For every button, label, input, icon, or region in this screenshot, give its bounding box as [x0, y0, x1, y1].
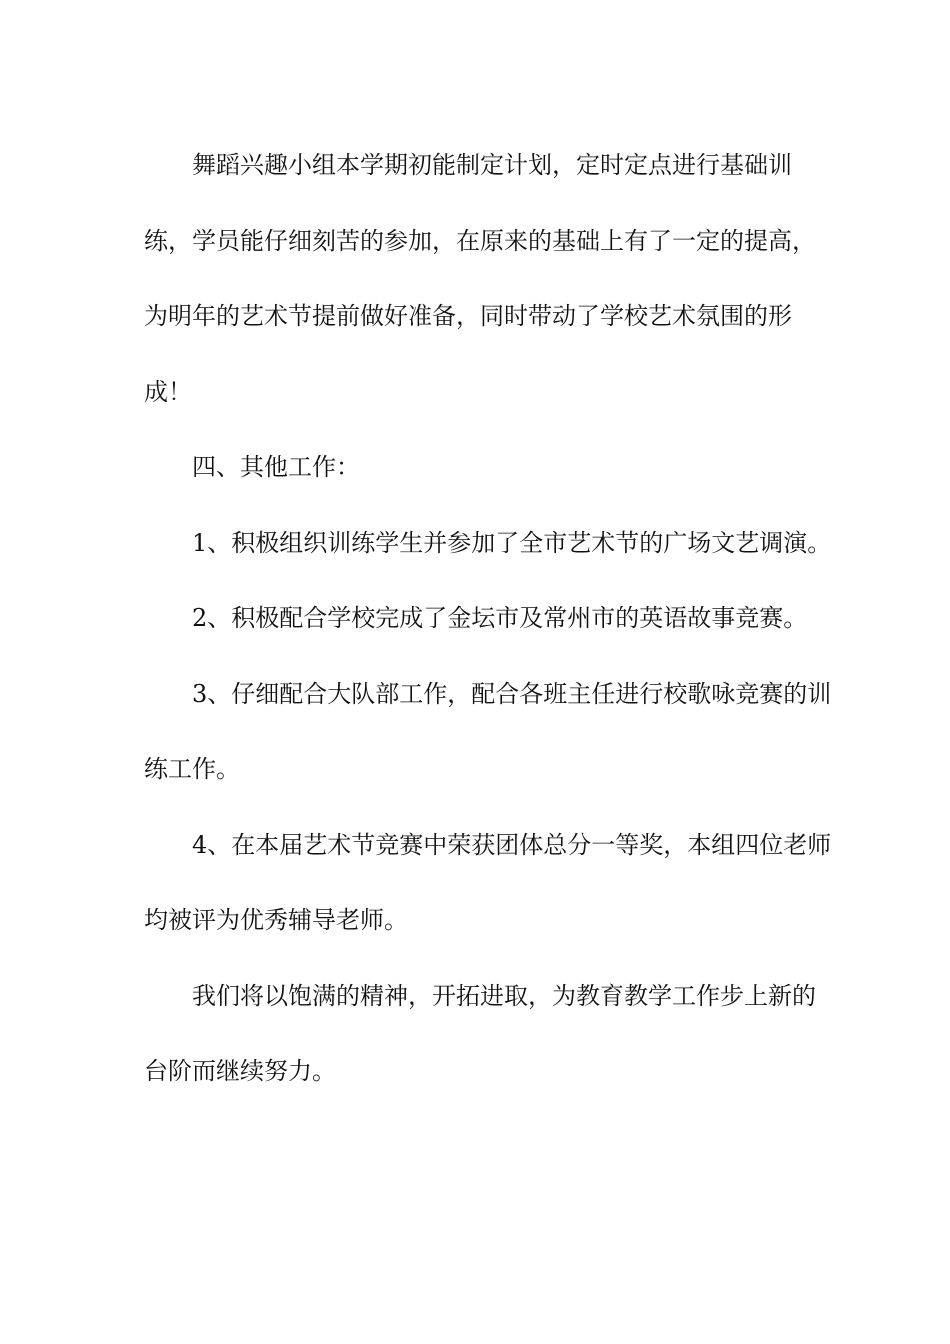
paragraph-closing: 我们将以饱满的精神，开拓进取，为教育教学工作步上新的台阶而继续努力。: [144, 981, 816, 1085]
paragraph-other-work-heading: 四、其他工作：: [192, 453, 360, 481]
paragraph-item-1: 1、积极组织训练学生并参加了全市艺术节的广场文艺调演。: [192, 528, 832, 557]
paragraph-item-2: 2、积极配合学校完成了金坛市及常州市的英语故事竞赛。: [192, 604, 808, 632]
paragraph-dance-group: 舞蹈兴趣小组本学期初能制定计划，定时定点进行基础训练，学员能仔细刻苦的参加，在原来的基础上有了一定的提高，为明年的艺术节提前做好准备，同时带动了学校艺术氛围的形成！: [144, 151, 816, 406]
document-body: [144, 128, 834, 1110]
paragraph-item-4: 4、在本届艺术节竞赛中荣获团体总分一等奖，本组四位老师均被评为优秀辅导老师。: [144, 830, 832, 934]
paragraph-item-3: 3、仔细配合大队部工作，配合各班主任进行校歌咏竞赛的训练工作。: [144, 679, 832, 783]
